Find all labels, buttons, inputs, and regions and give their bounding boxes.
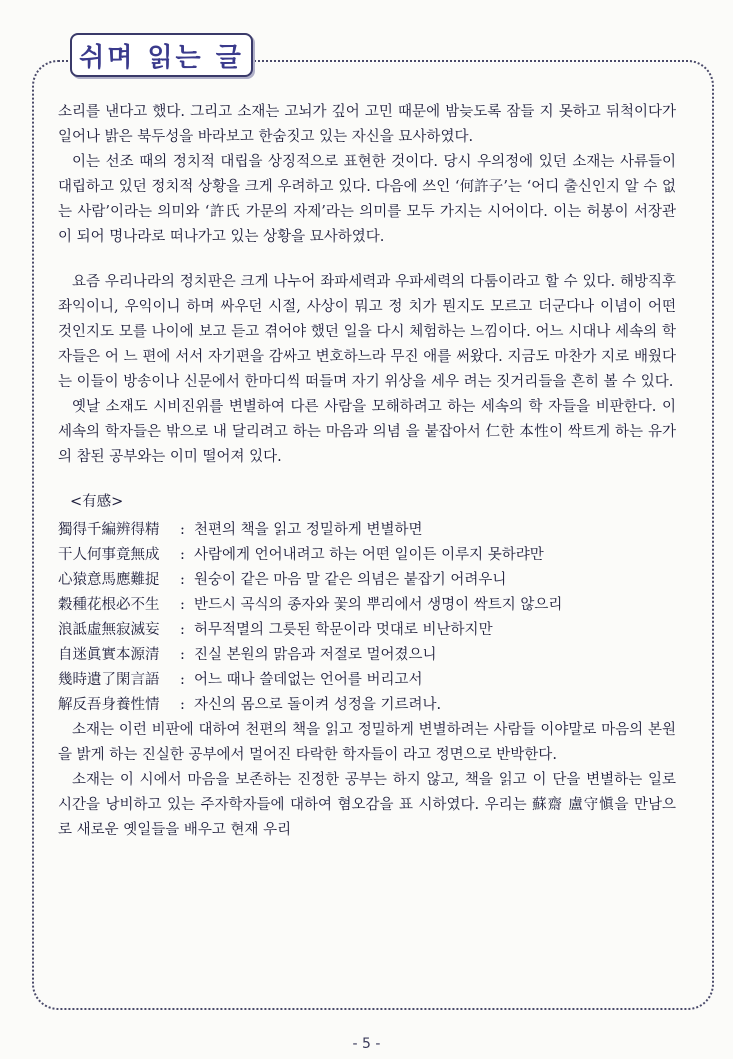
section-title-tab: [70, 33, 253, 77]
poem-title: <有感>: [70, 494, 124, 510]
poem-korean: 원숭이 같은 마음 말 같은 의념은 붙잡기 어려우니: [194, 572, 507, 588]
paragraph: 소재는 이런 비판에 대하여 천편의 책을 읽고 정밀하게 변별하려는 사람들 이야말로 마음의 본원을 밝게 하는 진실한 공부에서 멀어진 타락한 학자들이 라고 정면으로 반박한다.: [58, 722, 676, 763]
poem-separator: :: [180, 597, 185, 613]
poem-korean: 천편의 책을 읽고 정밀하게 변별하면: [194, 522, 423, 538]
poem-korean: 진실 본원의 맑음과 저절로 멀어졌으니: [194, 647, 437, 663]
poem-separator: :: [180, 647, 185, 663]
poem-line: [58, 568, 676, 593]
poem-hanja: 浪詆虛無寂滅妄: [58, 622, 160, 638]
poem-line: [58, 618, 676, 643]
article-body: [58, 100, 676, 843]
poem-line: [58, 668, 676, 693]
poem-separator: :: [180, 522, 185, 538]
poem-korean: 허무적멸의 그릇된 학문이라 멋대로 비난하지만: [194, 622, 493, 638]
poem-hanja: 解反吾身養性情: [58, 697, 160, 713]
paragraph-group-1: [58, 100, 676, 250]
paragraph: 요즘 우리나라의 정치판은 크게 나누어 좌파세력과 우파세력의 다툼이라고 할 수 있다. 해방직후 좌익이니, 우익이니 하며 싸우던 시절, 사상이 뭐고 정 치가 뭔지도 모르고 더군다나 이념이 어떤 것인지도 모를 나이에 보고 듣고 겪어야 했던 일을 다시 체험하는 느낌이다. 어느 시대나 세속의 학자들은 어 느 편에 서서 자기편을 감싸고 변호하느라 무진 애를 써왔다. 지금도 마찬가 지로 배웠다는 이들이 방송이나 신문에서 한마디씩 떠들며 자기 위상을 세우 려는 짓거리들을 흔히 볼 수 있다.: [58, 274, 676, 390]
poem-hanja: 獨得千編辨得精: [58, 522, 160, 538]
poem-separator: :: [180, 547, 185, 563]
poem: [58, 490, 676, 718]
poem-korean: 어느 때나 쓸데없는 언어를 버리고서: [194, 672, 423, 688]
poem-korean: 반드시 곡식의 종자와 꽃의 뿌리에서 생명이 싹트지 않으리: [194, 597, 563, 613]
poem-line: [58, 518, 676, 543]
paragraph: 이는 선조 때의 정치적 대립을 상징적으로 표현한 것이다. 당시 우의정에 있던 소재는 사류들이 대립하고 있던 정치적 상황을 크게 우려하고 있다. 다음에 쓰인 ‘何許子’는 ‘어디 출신인지 알 수 없는 사람’이라는 의미와 ‘許氏 가문의 자제’라는 의미를 모두 가지는 시어이다. 이는 허봉이 서장관 이 되어 명나라로 떠나가고 있는 상황을 묘사하였다.: [58, 154, 677, 245]
poem-hanja: 自迷眞實本源清: [58, 647, 160, 663]
section-title: 쉬며 읽는 글: [79, 42, 244, 73]
paragraph-group-3: [58, 718, 676, 843]
page-number: - 5 -: [352, 1036, 381, 1052]
poem-hanja: 心猿意馬應難捉: [58, 572, 160, 588]
poem-line: [58, 643, 676, 668]
poem-korean: 자신의 몸으로 돌이켜 성정을 기르려나.: [194, 697, 442, 713]
poem-line: [58, 693, 676, 718]
poem-korean: 사람에게 언어내려고 하는 어떤 일이든 이루지 못하랴만: [194, 547, 544, 563]
poem-hanja: 穀種花根必不生: [58, 597, 160, 613]
paragraph: 옛날 소재도 시비진위를 변별하여 다른 사람을 모해하려고 하는 세속의 학 자들을 비판한다. 이 세속의 학자들은 밖으로 내 달리려고 하는 마음과 의념 을 붙잡아서 仁한 本性이 싹트게 하는 유가의 참된 공부와는 이미 떨어져 있다.: [58, 399, 676, 465]
poem-separator: :: [180, 622, 185, 638]
poem-line: [58, 543, 676, 568]
poem-hanja: 幾時遺了閑言語: [58, 672, 160, 688]
paragraph: 소리를 낸다고 했다. 그리고 소재는 고뇌가 깊어 고민 때문에 밤늦도록 잠들 지 못하고 뒤척이다가 일어나 밝은 북두성을 바라보고 한숨짓고 있는 자신을 묘사하였다.: [58, 104, 676, 145]
poem-line: [58, 593, 676, 618]
paragraph-group-2: [58, 270, 676, 470]
poem-hanja: 干人何事竟無成: [58, 547, 160, 563]
paragraph: 소재는 이 시에서 마음을 보존하는 진정한 공부는 하지 않고, 책을 읽고 이 단을 변별하는 일로 시간을 낭비하고 있는 주자학자들에 대하여 혐오감을 표 시하였다. 우리는 蘇齋 盧守愼을 만남으로 새로운 옛일들을 배우고 현재 우리: [58, 772, 677, 838]
poem-separator: :: [180, 697, 185, 713]
poem-separator: :: [180, 672, 185, 688]
poem-separator: :: [180, 572, 185, 588]
